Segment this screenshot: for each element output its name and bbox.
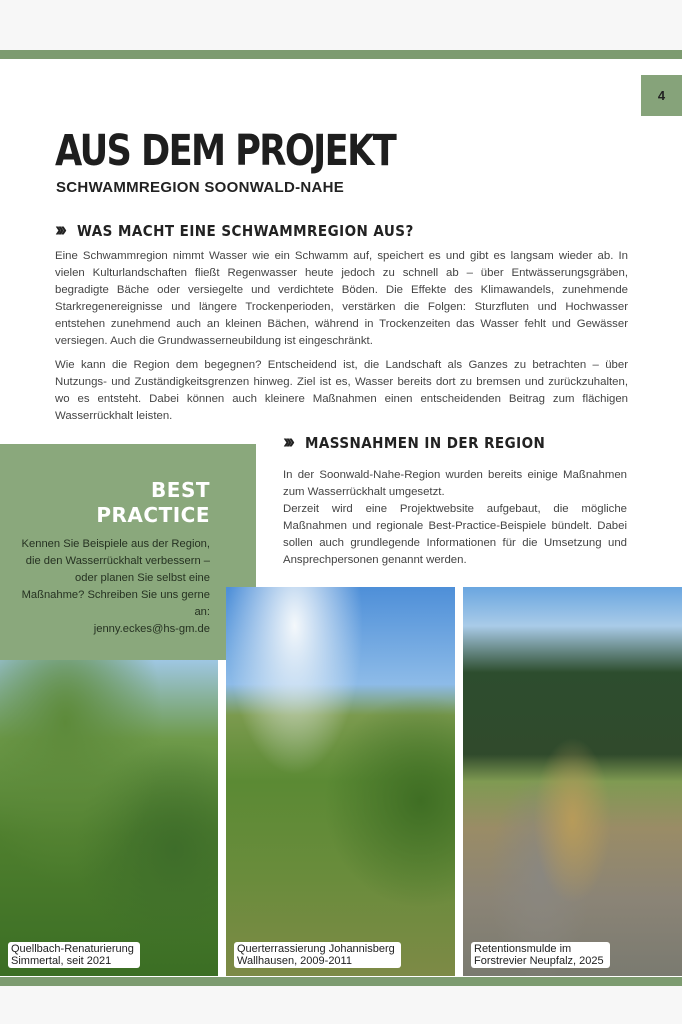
section2-body (283, 467, 627, 576)
page-subtitle: SCHWAMMREGION SOONWALD-NAHE (56, 179, 345, 196)
caption-line: Retentionsmulde im (474, 943, 572, 955)
best-practice-text (10, 536, 210, 638)
caption-line: Querterrassierung Johannisberg (237, 943, 395, 955)
paragraph: Derzeit wird eine Projektwebsite aufgebaut, die mögliche Maßnahmen und regionale Best-Practice-Beispiele bündelt. Dabei sollen auch grundlegende Informationen für die Umsetzung und Ansprechpersonen genannt werden. (283, 503, 627, 566)
paragraph: Wie kann die Region dem begegnen? Entscheidend ist, die Landschaft als Ganzes zu betrachten – über Nutzungs- und Zuständigkeitsgrenzen hinweg. Ziel ist es, Wasser bereits dort zu bremsen und zurückzuhalten, wo es entsteht. Dabei können auch kleinere Maßnahmen einen entscheidenden Beitrag zum flächigen Wasserrückhalt leisten. (55, 359, 628, 422)
best-practice-description: Kennen Sie Beispiele aus der Region, die den Wasserrückhalt verbessern – oder planen Sie selbst eine Maßnahme? Schreiben Sie uns gerne an: (21, 538, 210, 618)
caption-line: Simmertal, seit 2021 (11, 955, 112, 967)
best-practice-box (0, 444, 256, 660)
best-practice-title (96, 478, 210, 528)
bottom-margin (0, 986, 682, 1024)
contact-email[interactable]: jenny.eckes@hs-gm.de (93, 623, 210, 635)
chevrons-icon: ››› (55, 219, 63, 241)
photo-retentionsmulde (463, 587, 682, 976)
section1-body (55, 248, 628, 432)
photo-quellbach (0, 660, 218, 976)
caption-line: Wallhausen, 2009-2011 (237, 955, 352, 967)
caption-line: Quellbach-Renaturierung (11, 943, 134, 955)
section-heading-schwammregion (55, 219, 451, 242)
title-line: PRACTICE (96, 503, 210, 527)
chevrons-icon: ››› (283, 431, 291, 453)
title-line: BEST (151, 478, 210, 502)
page-title: AUS DEM PROJEKT (55, 126, 396, 176)
top-margin (0, 0, 682, 50)
photo-caption (471, 942, 610, 968)
page-number: 4 (641, 75, 682, 116)
photo-querterrassierung (226, 587, 455, 976)
top-accent-bar (0, 50, 682, 59)
paragraph: Eine Schwammregion nimmt Wasser wie ein Schwamm auf, speichert es und gibt es langsam wieder ab. In vielen Kulturlandschaften fließt Regenwasser heute jedoch zu schnell ab – über Entwässerungsgräben, begradigte Bäche oder versiegelte und verdichtete Böden. Die Effekte des Klimawandels, zunehmende Starkregenereignisse und längere Trockenperioden, verstärken die Folgen: Sturzfluten und Hochwasser entstehen zunehmend auch an kleinen Bächen, während in Trockenzeiten das Wasser fehlt und Gewässer versiegen. Auch die Grundwasserneubildung ist eingeschränkt. (55, 250, 628, 347)
paragraph: In der Soonwald-Nahe-Region wurden bereits einige Maßnahmen zum Wasserrückhalt umgesetzt. (283, 469, 627, 498)
bottom-accent-bar (0, 977, 682, 986)
section-heading-text: WAS MACHT EINE SCHWAMMREGION AUS? (76, 221, 414, 240)
caption-line: Forstrevier Neupfalz, 2025 (474, 955, 604, 967)
section-heading-massnahmen (283, 431, 572, 454)
section-heading-text: MASSNAHMEN IN DER REGION (304, 433, 546, 452)
photo-caption (234, 942, 401, 968)
photo-caption (8, 942, 140, 968)
